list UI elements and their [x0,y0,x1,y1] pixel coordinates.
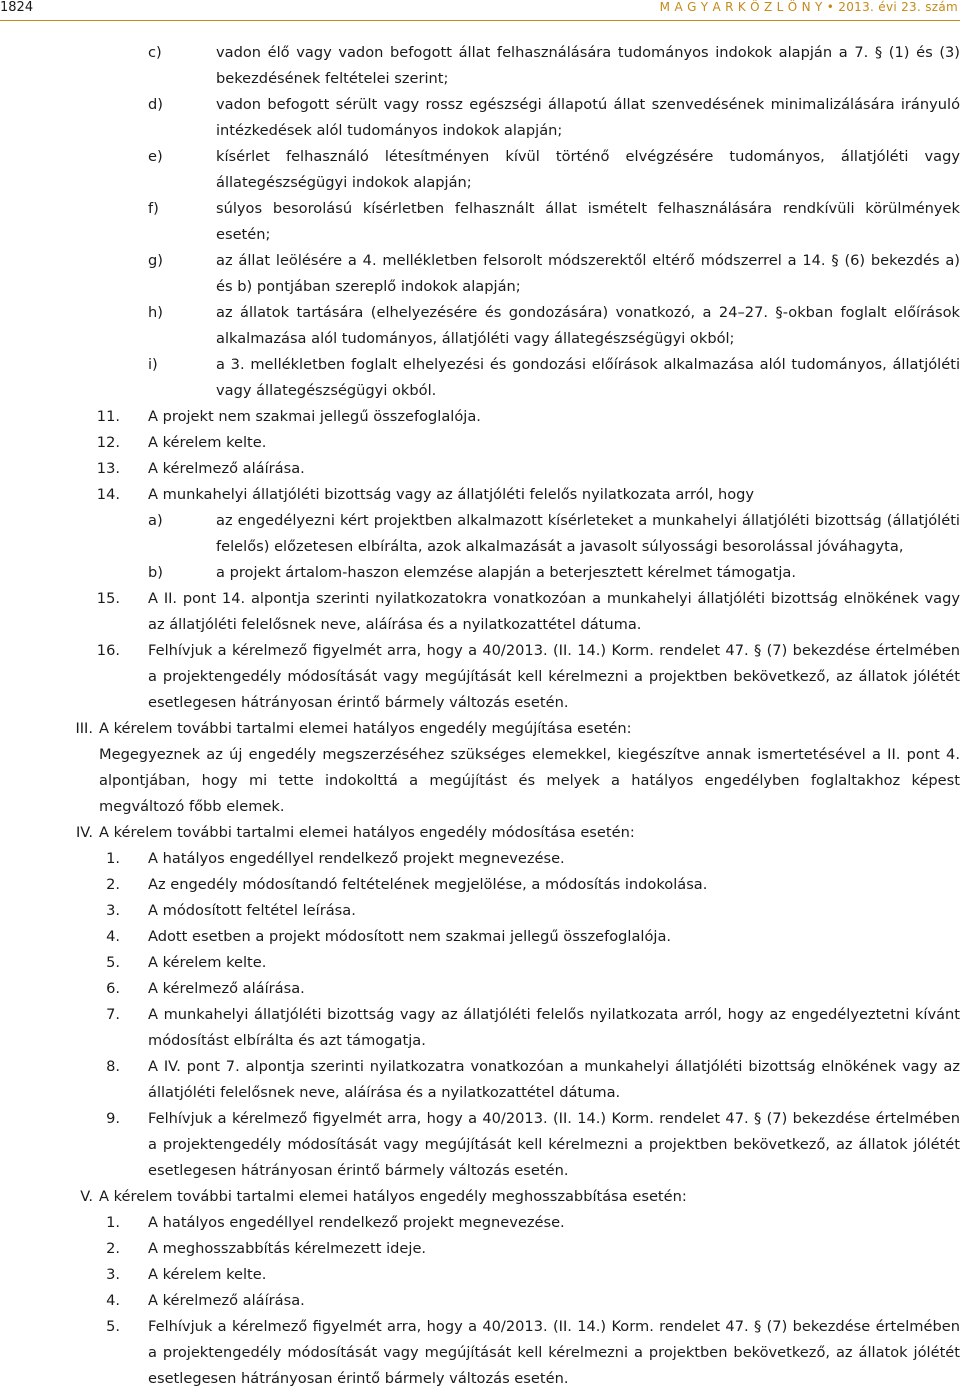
item-text: az állatok tartására (elhelyezésére és gondozására) vonatkozó, a 24–27. §-okban foglalt előírások alkalmazása alól tudományos, állatjóléti vagy állategészségügyi okból; [216,304,960,347]
numbered-item [0,924,960,950]
section-title: A kérelem további tartalmi elemei hatályos engedély megújítása esetén: [99,720,632,737]
item-label: 2. [106,876,120,893]
numbered-item [0,1236,960,1262]
item-label: 13. [96,460,120,477]
numbered-item [0,1288,960,1314]
numbered-item [0,976,960,1002]
item-text: Felhívjuk a kérelmező figyelmét arra, hogy a 40/2013. (II. 14.) Korm. rendelet 47. § (7) bekezdése értelmében a projektengedély módosítását vagy megújítását kell kérelmezni a projektben bekövetkező, az állatok jólétét esetlegesen hátrányosan érintő bármely változás esetén. [148,1110,960,1179]
section-label: IV. [75,824,93,841]
numbered-item [0,1106,960,1184]
item-label: e) [148,148,163,165]
numbered-item [0,1314,960,1392]
numbered-item [0,482,960,508]
item-text: A hatályos engedéllyel rendelkező projekt megnevezése. [148,850,565,867]
section-title: A kérelem további tartalmi elemei hatályos engedély meghosszabbítása esetén: [99,1188,687,1205]
numbered-item [0,1054,960,1106]
item-label: 14. [96,486,120,503]
list-item [0,92,960,144]
item-text: Adott esetben a projekt módosított nem szakmai jellegű összefoglalója. [148,928,672,945]
item-label: i) [148,356,158,373]
item-label: 8. [106,1058,120,1075]
section-label: III. [75,720,93,737]
item-label: h) [148,304,163,321]
item-label: 1. [106,850,120,867]
item-text: Az engedély módosítandó feltételének megjelölése, a módosítás indokolása. [148,876,708,893]
item-text: a 3. mellékletben foglalt elhelyezési és gondozási előírások alkalmazása alól tudományos, állatjóléti vagy állategészségügyi okból. [216,356,960,399]
item-label: 3. [106,1266,120,1283]
item-label: 5. [106,1318,120,1335]
section-heading [0,716,960,742]
section-title: A kérelem további tartalmi elemei hatályos engedély módosítása esetén: [99,824,635,841]
sub-item [0,560,960,586]
section-heading [0,820,960,846]
item-text: A kérelmező aláírása. [148,980,305,997]
item-text: A kérelmező aláírása. [148,1292,305,1309]
item-label: 9. [106,1110,120,1127]
header-bullet: • [826,0,835,14]
item-text: A meghosszabbítás kérelmezett ideje. [148,1240,427,1257]
list-item [0,352,960,404]
list-item [0,300,960,352]
item-label: 7. [106,1006,120,1023]
item-label: c) [148,44,162,61]
numbered-item [0,638,960,716]
section-heading [0,1184,960,1210]
item-label: 15. [96,590,120,607]
item-label: 5. [106,954,120,971]
numbered-item [0,404,960,430]
item-text: az engedélyezni kért projektben alkalmazott kísérleteket a munkahelyi állatjóléti bizottság (állatjóléti felelős) előzetesen elbírálta, azok alkalmazását a javasolt súlyossági besorolással jóváhagyta, [216,512,960,555]
numbered-item [0,1002,960,1054]
item-label: 16. [96,642,120,659]
item-text: súlyos besorolású kísérletben felhasznált állat ismételt felhasználására rendkívüli körülmények esetén; [216,200,960,243]
item-text: A módosított feltétel leírása. [148,902,356,919]
item-label: g) [148,252,163,269]
item-text: kísérlet felhasználó létesítményen kívül történő elvégzésére tudományos, állatjóléti vagy állategészségügyi indokok alapján; [216,148,960,191]
paragraph-text: Megegyeznek az új engedély megszerzéséhez szükséges elemekkel, kiegészítve annak ismertetésével a II. pont 4. alpontjában, hogy mi tette indokolttá a megújítást és melyek a hatályos engedélyben foglaltakhoz képest megváltozó főbb elemek. [99,746,960,815]
item-label: 4. [106,928,120,945]
item-label: 11. [96,408,120,425]
item-label: d) [148,96,163,113]
item-text: A kérelem kelte. [148,1266,267,1283]
item-label: a) [148,512,163,529]
document-body [0,40,960,1392]
item-text: A munkahelyi állatjóléti bizottság vagy az állatjóléti felelős nyilatkozata arról, hogy az engedélyeztetni kívánt módosítást elbírálta és azt támogatja. [148,1006,960,1049]
numbered-item [0,1262,960,1288]
sub-item [0,508,960,560]
list-item [0,40,960,92]
numbered-item [0,586,960,638]
issue-number: 2013. évi 23. szám [838,0,958,14]
item-text: Felhívjuk a kérelmező figyelmét arra, hogy a 40/2013. (II. 14.) Korm. rendelet 47. § (7) bekezdése értelmében a projektengedély módosítását vagy megújítását kell kérelmezni a projektben bekövetkező, az állatok jólétét esetlegesen hátrányosan érintő bármely változás esetén. [148,1318,960,1387]
list-item [0,144,960,196]
numbered-item [0,1210,960,1236]
block1-list [0,40,960,404]
numbered-item [0,898,960,924]
header-rule [0,20,960,21]
item-text: A munkahelyi állatjóléti bizottság vagy az állatjóléti felelős nyilatkozata arról, hogy [148,486,755,503]
numbered-item [0,872,960,898]
item-text: A hatályos engedéllyel rendelkező projekt megnevezése. [148,1214,565,1231]
item-text: A kérelmező aláírása. [148,460,305,477]
item-text: A II. pont 14. alpontja szerinti nyilatkozatokra vonatkozóan a munkahelyi állatjóléti bizottság elnökének vagy az állatjóléti felelősnek neve, aláírása és a nyilatkozattétel dátuma. [148,590,960,633]
numbered-item [0,430,960,456]
item-label: 2. [106,1240,120,1257]
item-text: A projekt nem szakmai jellegű összefoglalója. [148,408,481,425]
item-text: az állat leölésére a 4. mellékletben felsorolt módszerektől eltérő módszerrel a 14. § (6) bekezdés a) és b) pontjában szereplő indokok alapján; [216,252,960,295]
item-label: f) [148,200,159,217]
page-number: 1824 [0,0,34,15]
item-text: Felhívjuk a kérelmező figyelmét arra, hogy a 40/2013. (II. 14.) Korm. rendelet 47. § (7) bekezdése értelmében a projektengedély módosítását vagy megújítását kell kérelmezni a projektben bekövetkező, az állatok jólétét esetlegesen hátrányosan érintő bármely változás esetén. [148,642,960,711]
item-label: 1. [106,1214,120,1231]
numbered-item [0,950,960,976]
numbered-item [0,456,960,482]
item-label: 12. [96,434,120,451]
running-header [660,0,958,14]
journal-title: M A G Y A R K Ö Z L Ö N Y [659,0,823,14]
item-label: 4. [106,1292,120,1309]
item-text: A kérelem kelte. [148,434,267,451]
item-text: vadon élő vagy vadon befogott állat felhasználására tudományos indokok alapján a 7. § (1) és (3) bekezdésének feltételei szerint; [216,44,960,87]
item-label: 6. [106,980,120,997]
list-item [0,248,960,300]
item-text: A IV. pont 7. alpontja szerinti nyilatkozatra vonatkozóan a munkahelyi állatjóléti bizottság elnökének vagy az állatjóléti felelősnek neve, aláírása és a nyilatkozattétel dátuma. [148,1058,960,1101]
item-label: 3. [106,902,120,919]
item-text: a projekt ártalom-haszon elemzése alapján a beterjesztett kérelmet támogatja. [216,564,796,581]
item-label: b) [148,564,163,581]
numbered-item [0,846,960,872]
item-text: vadon befogott sérült vagy rossz egészségi állapotú állat szenvedésének minimalizálására irányuló intézkedések alól tudományos indokok alapján; [216,96,960,139]
item-text: A kérelem kelte. [148,954,267,971]
list-item [0,196,960,248]
section-label: V. [80,1188,93,1205]
section-paragraph [0,742,960,820]
